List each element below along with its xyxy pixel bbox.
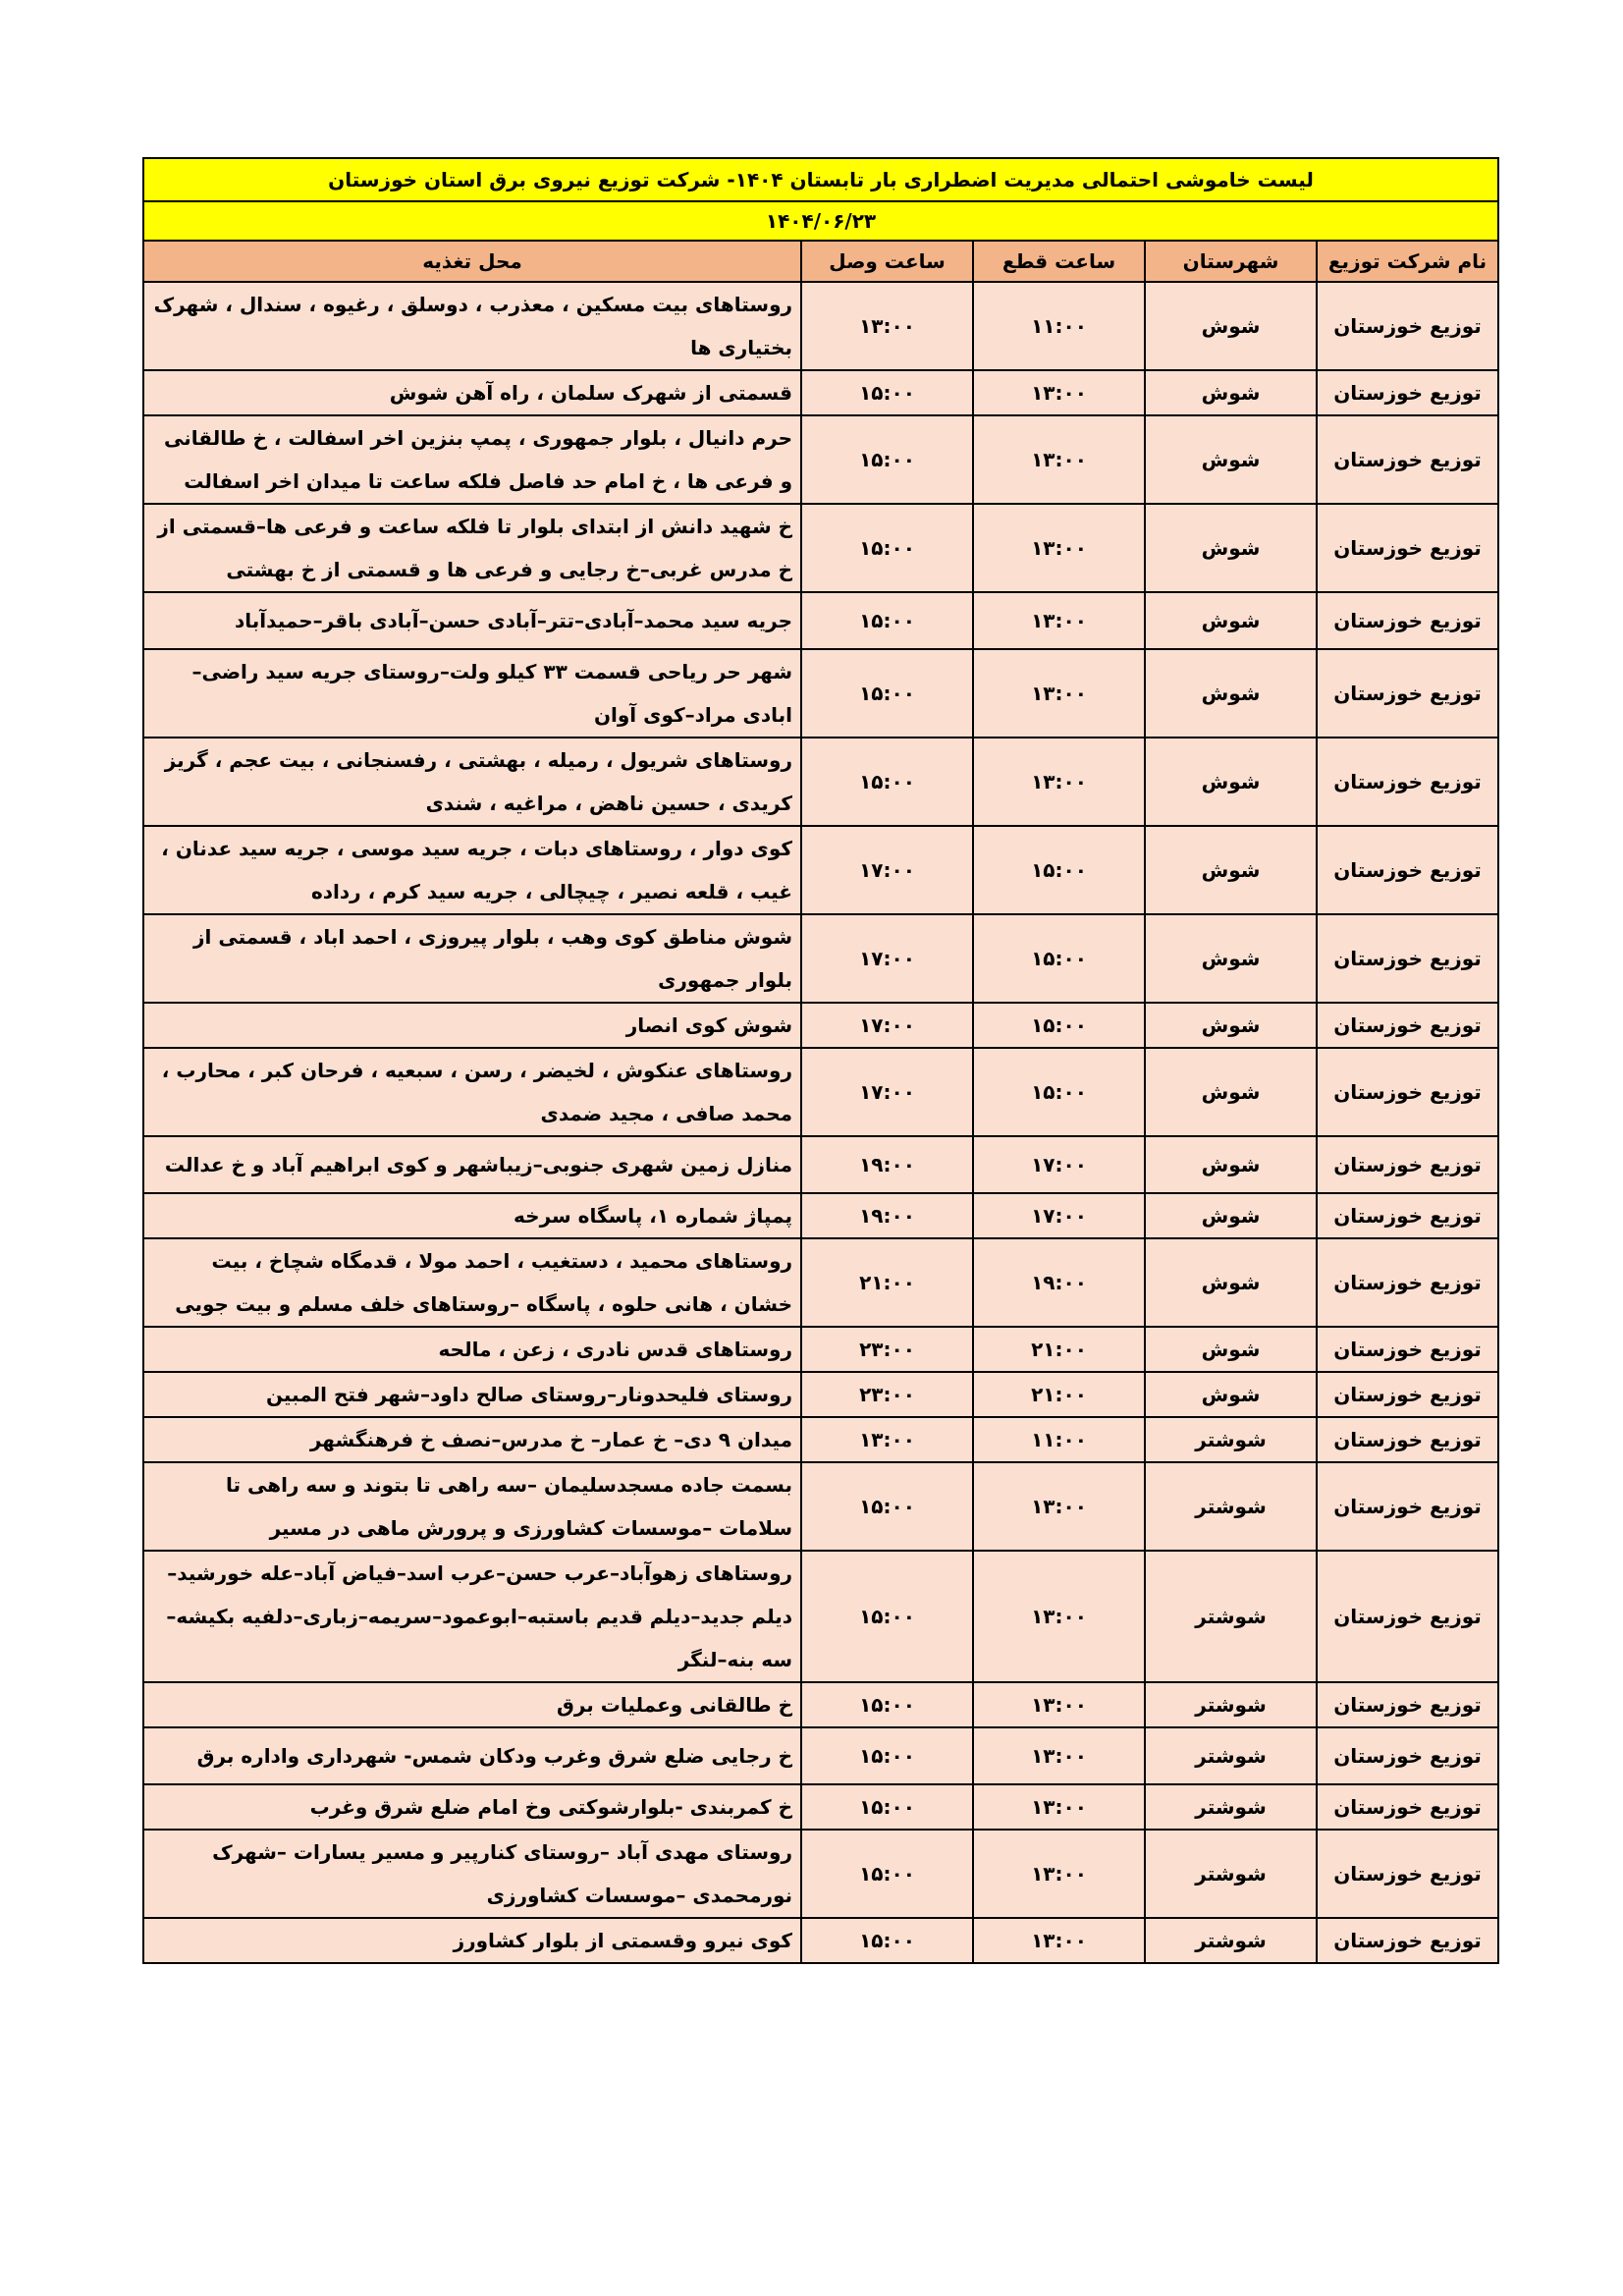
cell-location: منازل زمین شهری جنوبی–زیباشهر و کوی ابراهیم آباد و خ عدالت <box>143 1136 801 1193</box>
header-location: محل تغذیه <box>143 241 801 282</box>
cell-location: خ کمربندی -بلوارشوکتی وخ امام ضلع شرق وغرب <box>143 1784 801 1830</box>
title-row <box>143 158 1498 201</box>
cell-location: شهر حر ریاحی قسمت ۳۳ کیلو ولت–روستای جریه سید راضی–ابادی مراد–کوی آوان <box>143 649 801 738</box>
cell-connect-time: ۱۵:۰۰ <box>801 592 973 649</box>
cell-city: شوشتر <box>1145 1918 1317 1963</box>
cell-connect-time: ۱۳:۰۰ <box>801 282 973 370</box>
cell-cut-time: ۱۷:۰۰ <box>973 1193 1145 1238</box>
cell-cut-time: ۱۳:۰۰ <box>973 1727 1145 1784</box>
cell-cut-time: ۱۳:۰۰ <box>973 504 1145 592</box>
cell-location: کوی دوار ، روستاهای دبات ، جریه سید موسی ، جریه سید عدنان ، غیب ، قلعه نصیر ، چیچالی ، جریه سید کرم ، رداده <box>143 826 801 914</box>
cell-city: شوش <box>1145 1238 1317 1327</box>
cell-company: توزیع خوزستان <box>1317 415 1498 504</box>
table-date: ۱۴۰۴/۰۶/۲۳ <box>143 201 1498 241</box>
cell-company: توزیع خوزستان <box>1317 1417 1498 1462</box>
cell-cut-time: ۱۵:۰۰ <box>973 914 1145 1003</box>
cell-company: توزیع خوزستان <box>1317 1784 1498 1830</box>
cell-location: قسمتی از شهرک سلمان ، راه آهن شوش <box>143 370 801 415</box>
cell-location: روستاهای شریول ، رمیله ، بهشتی ، رفسنجانی ، بیت عجم ، گریز کریدی ، حسین ناهض ، مراغیه ، شندی <box>143 738 801 826</box>
cell-connect-time: ۲۳:۰۰ <box>801 1327 973 1372</box>
cell-company: توزیع خوزستان <box>1317 1136 1498 1193</box>
cell-connect-time: ۱۵:۰۰ <box>801 370 973 415</box>
cell-connect-time: ۱۷:۰۰ <box>801 1003 973 1048</box>
cell-cut-time: ۱۱:۰۰ <box>973 1417 1145 1462</box>
cell-location: روستاهای زهوآباد–عرب حسن–عرب اسد–فیاض آباد–عله خورشید–دیلم جدید–دیلم قدیم باستبه–ابوعمود–سریمه–زباری–دلفیه بکیشه–سه بنه–لنگر <box>143 1551 801 1682</box>
cell-city: شوش <box>1145 826 1317 914</box>
cell-connect-time: ۱۵:۰۰ <box>801 1682 973 1727</box>
table-row <box>143 1003 1498 1048</box>
table-row <box>143 1238 1498 1327</box>
cell-cut-time: ۲۱:۰۰ <box>973 1372 1145 1417</box>
cell-company: توزیع خوزستان <box>1317 1372 1498 1417</box>
table-row <box>143 1784 1498 1830</box>
cell-cut-time: ۱۵:۰۰ <box>973 1003 1145 1048</box>
cell-city: شوشتر <box>1145 1784 1317 1830</box>
cell-connect-time: ۱۷:۰۰ <box>801 914 973 1003</box>
cell-city: شوش <box>1145 415 1317 504</box>
cell-location: روستاهای بیت مسکین ، معذرب ، دوسلق ، رغیوه ، سندال ، شهرک بختیاری ها <box>143 282 801 370</box>
cell-connect-time: ۱۵:۰۰ <box>801 738 973 826</box>
cell-connect-time: ۱۳:۰۰ <box>801 1417 973 1462</box>
cell-connect-time: ۱۵:۰۰ <box>801 1551 973 1682</box>
cell-company: توزیع خوزستان <box>1317 592 1498 649</box>
cell-company: توزیع خوزستان <box>1317 1238 1498 1327</box>
table-row <box>143 1136 1498 1193</box>
cell-connect-time: ۲۳:۰۰ <box>801 1372 973 1417</box>
header-city: شهرستان <box>1145 241 1317 282</box>
cell-connect-time: ۱۵:۰۰ <box>801 1830 973 1918</box>
cell-city: شوشتر <box>1145 1462 1317 1551</box>
cell-city: شوشتر <box>1145 1830 1317 1918</box>
table-row <box>143 504 1498 592</box>
header-cut-time: ساعت قطع <box>973 241 1145 282</box>
table-title: لیست خاموشی احتمالی مدیریت اضطراری بار تابستان ۱۴۰۴- شرکت توزیع نیروی برق استان خوزستان <box>143 158 1498 201</box>
cell-location: شوش مناطق کوی وهب ، بلوار پیروزی ، احمد اباد ، قسمتی از بلوار جمهوری <box>143 914 801 1003</box>
header-row <box>143 241 1498 282</box>
cell-cut-time: ۱۳:۰۰ <box>973 1551 1145 1682</box>
cell-city: شوش <box>1145 592 1317 649</box>
cell-cut-time: ۱۳:۰۰ <box>973 1830 1145 1918</box>
header-company: نام شرکت توزیع <box>1317 241 1498 282</box>
cell-cut-time: ۱۳:۰۰ <box>973 1918 1145 1963</box>
table-row <box>143 1417 1498 1462</box>
cell-connect-time: ۱۵:۰۰ <box>801 1784 973 1830</box>
cell-company: توزیع خوزستان <box>1317 1462 1498 1551</box>
cell-company: توزیع خوزستان <box>1317 826 1498 914</box>
cell-company: توزیع خوزستان <box>1317 1193 1498 1238</box>
cell-company: توزیع خوزستان <box>1317 1327 1498 1372</box>
table-row <box>143 1327 1498 1372</box>
cell-city: شوش <box>1145 649 1317 738</box>
cell-city: شوشتر <box>1145 1551 1317 1682</box>
cell-location: بسمت جاده مسجدسلیمان –سه راهی تا بتوند و سه راهی تا سلامات –موسسات کشاورزی و پرورش ماهی در مسیر <box>143 1462 801 1551</box>
date-row <box>143 201 1498 241</box>
cell-location: جریه سید محمد–آبادی–تتر–آبادی حسن–آبادی باقر–حمیدآباد <box>143 592 801 649</box>
cell-company: توزیع خوزستان <box>1317 504 1498 592</box>
cell-cut-time: ۱۵:۰۰ <box>973 826 1145 914</box>
cell-cut-time: ۱۳:۰۰ <box>973 649 1145 738</box>
table-row <box>143 1727 1498 1784</box>
table-row <box>143 914 1498 1003</box>
cell-cut-time: ۱۳:۰۰ <box>973 415 1145 504</box>
cell-location: روستاهای قدس نادری ، زعن ، مالحه <box>143 1327 801 1372</box>
table-row <box>143 592 1498 649</box>
cell-company: توزیع خوزستان <box>1317 282 1498 370</box>
cell-city: شوش <box>1145 282 1317 370</box>
cell-connect-time: ۱۵:۰۰ <box>801 415 973 504</box>
cell-cut-time: ۲۱:۰۰ <box>973 1327 1145 1372</box>
cell-city: شوش <box>1145 1003 1317 1048</box>
cell-location: خ رجایی ضلع شرق وغرب ودکان شمس- شهرداری واداره برق <box>143 1727 801 1784</box>
table-row <box>143 1918 1498 1963</box>
cell-connect-time: ۱۵:۰۰ <box>801 1727 973 1784</box>
table-row <box>143 1048 1498 1136</box>
cell-city: شوشتر <box>1145 1727 1317 1784</box>
cell-company: توزیع خوزستان <box>1317 649 1498 738</box>
cell-city: شوش <box>1145 738 1317 826</box>
cell-location: شوش کوی انصار <box>143 1003 801 1048</box>
cell-cut-time: ۱۷:۰۰ <box>973 1136 1145 1193</box>
cell-city: شوش <box>1145 1136 1317 1193</box>
cell-connect-time: ۲۱:۰۰ <box>801 1238 973 1327</box>
cell-location: خ طالقانی وعملیات برق <box>143 1682 801 1727</box>
table-row <box>143 282 1498 370</box>
cell-city: شوش <box>1145 1327 1317 1372</box>
table-row <box>143 370 1498 415</box>
cell-cut-time: ۱۳:۰۰ <box>973 1462 1145 1551</box>
cell-location: روستای مهدی آباد –روستای کنارپیر و مسیر یسارات –شهرک نورمحمدی –موسسات کشاورزی <box>143 1830 801 1918</box>
header-connect-time: ساعت وصل <box>801 241 973 282</box>
cell-company: توزیع خوزستان <box>1317 1918 1498 1963</box>
table-row <box>143 415 1498 504</box>
cell-city: شوشتر <box>1145 1417 1317 1462</box>
table-row <box>143 1193 1498 1238</box>
cell-location: روستاهای عنکوش ، لخیضر ، رسن ، سبعیه ، فرحان کبر ، محارب ، محمد صافی ، مجید ضمدی <box>143 1048 801 1136</box>
cell-location: روستای فلیحدونار–روستای صالح داود–شهر فتح المبین <box>143 1372 801 1417</box>
cell-connect-time: ۱۵:۰۰ <box>801 1462 973 1551</box>
cell-company: توزیع خوزستان <box>1317 370 1498 415</box>
cell-location: پمپاژ شماره ۱، پاسگاه سرخه <box>143 1193 801 1238</box>
table-row <box>143 1830 1498 1918</box>
cell-company: توزیع خوزستان <box>1317 1003 1498 1048</box>
cell-cut-time: ۱۳:۰۰ <box>973 370 1145 415</box>
cell-city: شوش <box>1145 1048 1317 1136</box>
cell-connect-time: ۱۹:۰۰ <box>801 1193 973 1238</box>
cell-city: شوش <box>1145 914 1317 1003</box>
cell-connect-time: ۱۵:۰۰ <box>801 504 973 592</box>
cell-cut-time: ۱۵:۰۰ <box>973 1048 1145 1136</box>
cell-company: توزیع خوزستان <box>1317 738 1498 826</box>
cell-city: شوش <box>1145 1193 1317 1238</box>
power-outage-table <box>142 157 1499 1964</box>
cell-connect-time: ۱۷:۰۰ <box>801 826 973 914</box>
cell-company: توزیع خوزستان <box>1317 1048 1498 1136</box>
cell-cut-time: ۱۳:۰۰ <box>973 592 1145 649</box>
cell-company: توزیع خوزستان <box>1317 1682 1498 1727</box>
table-row <box>143 826 1498 914</box>
cell-company: توزیع خوزستان <box>1317 1727 1498 1784</box>
cell-city: شوش <box>1145 1372 1317 1417</box>
table-row <box>143 1682 1498 1727</box>
table-row <box>143 1372 1498 1417</box>
cell-cut-time: ۱۳:۰۰ <box>973 1682 1145 1727</box>
cell-connect-time: ۱۵:۰۰ <box>801 649 973 738</box>
cell-city: شوشتر <box>1145 1682 1317 1727</box>
cell-cut-time: ۱۳:۰۰ <box>973 738 1145 826</box>
cell-cut-time: ۱۹:۰۰ <box>973 1238 1145 1327</box>
table-row <box>143 1551 1498 1682</box>
cell-company: توزیع خوزستان <box>1317 1551 1498 1682</box>
cell-company: توزیع خوزستان <box>1317 1830 1498 1918</box>
cell-connect-time: ۱۷:۰۰ <box>801 1048 973 1136</box>
cell-city: شوش <box>1145 504 1317 592</box>
table-row <box>143 738 1498 826</box>
cell-cut-time: ۱۱:۰۰ <box>973 282 1145 370</box>
cell-connect-time: ۱۹:۰۰ <box>801 1136 973 1193</box>
cell-city: شوش <box>1145 370 1317 415</box>
cell-location: حرم دانیال ، بلوار جمهوری ، پمپ بنزین اخر اسفالت ، خ طالقانی و فرعی ها ، خ امام حد فاصل فلکه ساعت تا میدان اخر اسفالت <box>143 415 801 504</box>
cell-location: کوی نیرو وقسمتی از بلوار کشاورز <box>143 1918 801 1963</box>
cell-connect-time: ۱۵:۰۰ <box>801 1918 973 1963</box>
cell-location: خ شهید دانش از ابتدای بلوار تا فلکه ساعت و فرعی ها–قسمتی از خ مدرس غربی–خ رجایی و فرعی ها و قسمتی از خ بهشتی <box>143 504 801 592</box>
table-row <box>143 649 1498 738</box>
cell-company: توزیع خوزستان <box>1317 914 1498 1003</box>
cell-location: میدان ۹ دی– خ عمار– خ مدرس–نصف خ فرهنگشهر <box>143 1417 801 1462</box>
table-row <box>143 1462 1498 1551</box>
cell-location: روستاهای محمید ، دستغیب ، احمد مولا ، قدمگاه شچاخ ، بیت خشان ، هانی حلوه ، پاسگاه –روستاهای خلف مسلم و بیت جویی <box>143 1238 801 1327</box>
cell-cut-time: ۱۳:۰۰ <box>973 1784 1145 1830</box>
